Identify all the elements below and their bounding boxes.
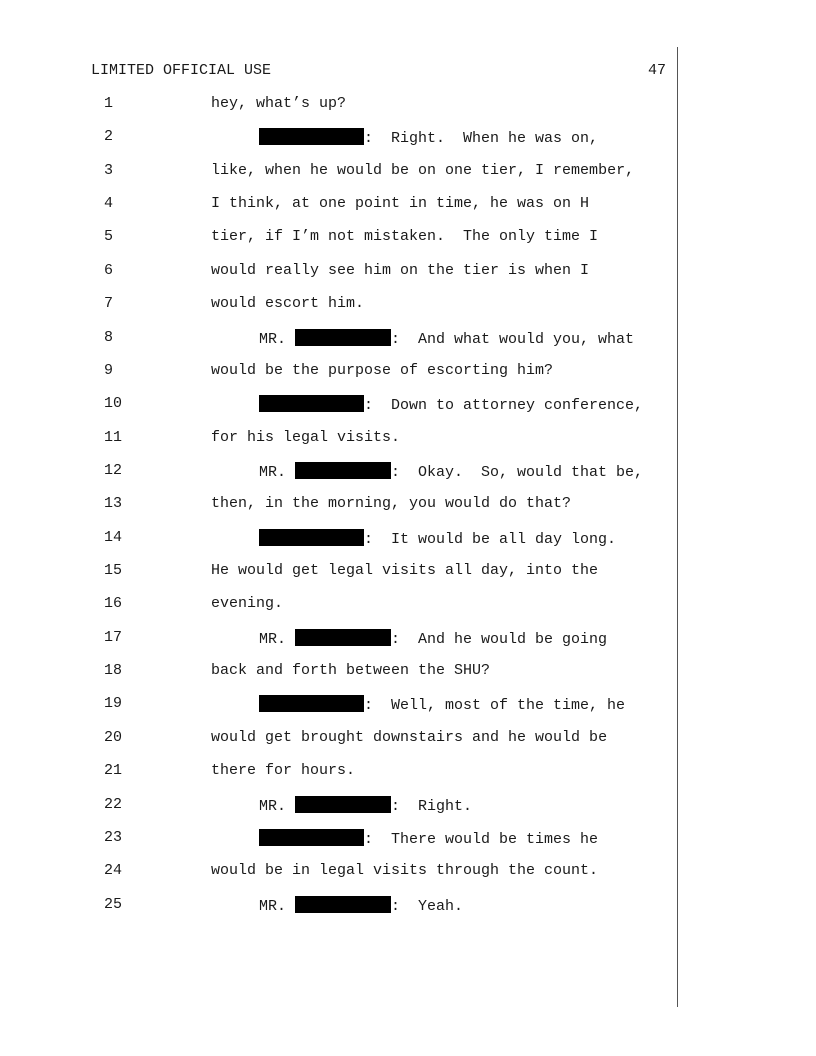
transcript-line	[0, 162, 816, 195]
transcript-line	[0, 729, 816, 762]
redacted-name	[295, 629, 391, 646]
speaker-prefix: MR.	[259, 630, 296, 648]
line-number: 13	[104, 495, 123, 513]
speech-text: : And he would be going	[391, 630, 608, 648]
transcript-line	[0, 529, 816, 562]
speech-text: : And what would you, what	[391, 330, 635, 348]
transcript-line	[0, 128, 816, 161]
line-number: 12	[104, 461, 123, 479]
line-text: for his legal visits.	[211, 428, 401, 446]
line-text: would escort him.	[211, 295, 365, 313]
redacted-name	[295, 329, 391, 346]
line-number: 7	[104, 295, 114, 313]
line-text: then, in the morning, you would do that?	[211, 495, 572, 513]
line-text: tier, if I’m not mistaken. The only time I	[211, 228, 599, 246]
speech-text: : Okay. So, would that be,	[391, 463, 644, 481]
transcript-line	[0, 495, 816, 528]
speaker-line	[259, 529, 616, 548]
speech-text: : Right. When he was on,	[364, 130, 599, 148]
line-text: would be the purpose of escorting him?	[211, 361, 554, 379]
line-text: would really see him on the tier is when I	[211, 261, 590, 279]
line-number: 24	[104, 862, 123, 880]
transcript-line	[0, 796, 816, 829]
speaker-line	[259, 329, 634, 348]
speaker-prefix: MR.	[259, 897, 296, 915]
line-text: there for hours.	[211, 762, 356, 780]
speaker-prefix: MR.	[259, 797, 296, 815]
line-number: 11	[104, 428, 123, 446]
line-text: He would get legal visits all day, into the	[211, 562, 599, 580]
redacted-name	[295, 896, 391, 913]
line-text: back and forth between the SHU?	[211, 662, 491, 680]
transcript-line	[0, 95, 816, 128]
line-number: 3	[104, 161, 114, 179]
line-number: 19	[104, 695, 123, 713]
line-number: 4	[104, 195, 114, 213]
speaker-prefix: MR.	[259, 330, 296, 348]
speaker-line	[259, 796, 472, 815]
line-number: 6	[104, 261, 114, 279]
speaker-line	[259, 829, 598, 848]
speaker-line	[259, 462, 643, 481]
line-number: 10	[104, 395, 123, 413]
line-number: 2	[104, 128, 114, 146]
speech-text: : Yeah.	[391, 897, 464, 915]
transcript-line	[0, 695, 816, 728]
redacted-name	[259, 529, 364, 546]
transcript-line	[0, 395, 816, 428]
line-number: 1	[104, 95, 114, 112]
line-text: would be in legal visits through the count.	[211, 862, 599, 880]
transcript-line	[0, 228, 816, 261]
page-number: 47	[648, 62, 667, 79]
transcript-line	[0, 462, 816, 495]
line-number: 20	[104, 728, 123, 746]
line-number: 21	[104, 762, 123, 780]
speech-text: : It would be all day long.	[364, 530, 617, 548]
line-number: 15	[104, 562, 123, 580]
transcript-line	[0, 862, 816, 895]
transcript-line	[0, 896, 816, 929]
transcript-line	[0, 595, 816, 628]
line-number: 18	[104, 662, 123, 680]
speaker-line	[259, 395, 643, 414]
redacted-name	[259, 695, 364, 712]
transcript-line	[0, 329, 816, 362]
transcript-line	[0, 629, 816, 662]
transcript-line	[0, 829, 816, 862]
transcript-line	[0, 662, 816, 695]
line-text: evening.	[211, 595, 284, 613]
transcript-line	[0, 362, 816, 395]
line-number: 5	[104, 228, 114, 246]
line-number: 17	[104, 628, 123, 646]
transcript-line	[0, 262, 816, 295]
transcript-lines	[0, 95, 816, 929]
transcript-line	[0, 429, 816, 462]
line-number: 22	[104, 795, 123, 813]
redacted-name	[295, 462, 391, 479]
speaker-line	[259, 629, 607, 648]
transcript-line	[0, 562, 816, 595]
speech-text: : Well, most of the time, he	[364, 697, 626, 715]
line-number: 25	[104, 895, 123, 913]
line-number: 14	[104, 528, 123, 546]
speech-text: : There would be times he	[364, 830, 599, 848]
line-number: 16	[104, 595, 123, 613]
line-text: I think, at one point in time, he was on H	[211, 195, 590, 213]
classification-header: LIMITED OFFICIAL USE	[91, 62, 272, 79]
speaker-line	[259, 695, 625, 714]
transcript-line	[0, 195, 816, 228]
line-number: 9	[104, 361, 114, 379]
redacted-name	[259, 829, 364, 846]
line-number: 8	[104, 328, 114, 346]
speech-text: : Down to attorney conference,	[364, 397, 644, 415]
speaker-prefix: MR.	[259, 463, 296, 481]
line-text: hey, what’s up?	[211, 95, 347, 112]
line-text: would get brought downstairs and he would be	[211, 728, 608, 746]
redacted-name	[259, 128, 364, 145]
redacted-name	[295, 796, 391, 813]
redacted-name	[259, 395, 364, 412]
speaker-line	[259, 128, 598, 147]
transcript-line	[0, 762, 816, 795]
line-number: 23	[104, 828, 123, 846]
transcript-line	[0, 295, 816, 328]
speech-text: : Right.	[391, 797, 473, 815]
line-text: like, when he would be on one tier, I remember,	[211, 161, 635, 179]
speaker-line	[259, 896, 463, 915]
